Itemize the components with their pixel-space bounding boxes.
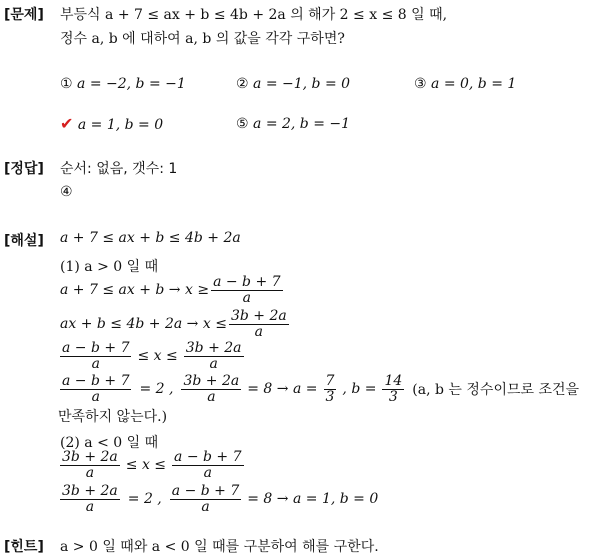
numerator: 3b + 2a <box>62 448 118 465</box>
check-icon: ✔ <box>60 114 74 133</box>
case-1-line-1 <box>60 272 285 308</box>
numerator: 3b + 2a <box>62 482 118 499</box>
denominator: a <box>254 323 263 340</box>
denominator: a <box>209 355 218 372</box>
denominator: a <box>207 388 216 405</box>
denominator: a <box>91 355 100 372</box>
fraction <box>229 309 289 339</box>
expr: ≤ x ≤ <box>137 348 178 364</box>
denominator: a <box>85 498 95 515</box>
choice-5[interactable] <box>236 116 350 132</box>
case-2-line-2 <box>58 480 378 518</box>
numerator: a − b + 7 <box>174 448 242 465</box>
denominator: 3 <box>325 388 335 405</box>
expr: = 2 , <box>127 491 162 507</box>
numerator: 3b + 2a <box>183 372 240 389</box>
fraction <box>172 450 243 480</box>
numerator: a − b + 7 <box>171 482 240 499</box>
answer-label: [정답] <box>4 161 44 177</box>
choice-number: ② <box>236 76 249 92</box>
fraction <box>60 374 131 404</box>
fraction <box>60 484 120 514</box>
expr: (a, b 는 정수이므로 조건을 <box>412 382 580 398</box>
choice-3[interactable] <box>414 76 516 92</box>
numerator: 14 <box>384 372 403 389</box>
denominator: a <box>242 289 251 306</box>
denominator: a <box>201 498 210 515</box>
fraction <box>382 374 404 404</box>
solution-line-0: a + 7 ≤ ax + b ≤ 4b + 2a <box>60 230 241 246</box>
denominator: a <box>85 464 95 481</box>
problem-line-1: 부등식 a + 7 ≤ ax + b ≤ 4b + 2a 의 해가 2 ≤ x ≤ 8 일 때, <box>60 7 448 23</box>
case-1-line-5: 만족하지 않는다.) <box>58 409 168 425</box>
case-2-heading: (2) a < 0 일 때 <box>60 435 159 451</box>
fraction <box>60 341 131 371</box>
fraction <box>181 374 241 404</box>
expr: = 8 → a = 1, b = 0 <box>247 491 379 507</box>
solution-label: [해설] <box>4 233 44 249</box>
hint-text: a > 0 일 때와 a < 0 일 때를 구분하여 해를 구한다. <box>60 539 379 555</box>
case-2-line-1 <box>58 447 246 483</box>
case-1-line-4 <box>58 370 579 408</box>
choice-number: ③ <box>414 76 427 92</box>
choice-text: a = 1, b = 0 <box>77 117 164 133</box>
denominator: a <box>91 388 100 405</box>
case-1-heading: (1) a > 0 일 때 <box>60 259 159 275</box>
numerator: a − b + 7 <box>62 372 130 389</box>
choice-1[interactable] <box>60 76 186 92</box>
hint-label: [힌트] <box>4 539 44 555</box>
numerator: 3b + 2a <box>230 307 287 324</box>
choice-number: ① <box>60 76 73 92</box>
choice-text: a = 2, b = −1 <box>253 116 351 132</box>
case-1-line-2 <box>60 306 291 342</box>
fraction <box>211 275 282 305</box>
fraction <box>324 374 337 404</box>
fraction <box>60 450 120 480</box>
choice-2[interactable] <box>236 76 350 92</box>
case-1-line-3 <box>58 338 246 374</box>
choice-text: a = −2, b = −1 <box>77 76 186 92</box>
fraction <box>184 341 244 371</box>
numerator: 7 <box>325 372 335 389</box>
expr: a + 7 ≤ ax + b → x ≥ <box>60 282 210 298</box>
answer-value: ④ <box>60 184 73 200</box>
choice-text: a = 0, b = 1 <box>431 76 517 92</box>
choice-number: ⑤ <box>236 116 249 132</box>
numerator: a − b + 7 <box>213 273 281 290</box>
expr: ≤ x ≤ <box>125 457 167 473</box>
problem-label: [문제] <box>4 7 44 23</box>
denominator: 3 <box>388 388 398 405</box>
expr: = 8 → a = <box>247 381 318 397</box>
fraction <box>170 484 241 514</box>
choice-4[interactable] <box>60 114 163 133</box>
answer-meta: 순서: 없음, 갯수: 1 <box>60 161 178 177</box>
choice-text: a = −1, b = 0 <box>253 76 351 92</box>
expr: , b = <box>342 381 377 397</box>
problem-line-2: 정수 a, b 에 대하여 a, b 의 값을 각각 구하면? <box>60 31 345 47</box>
numerator: a − b + 7 <box>62 339 130 356</box>
expr: = 2 , <box>139 381 174 397</box>
numerator: 3b + 2a <box>185 339 242 356</box>
expr: ax + b ≤ 4b + 2a → x ≤ <box>60 316 227 332</box>
denominator: a <box>203 464 212 481</box>
